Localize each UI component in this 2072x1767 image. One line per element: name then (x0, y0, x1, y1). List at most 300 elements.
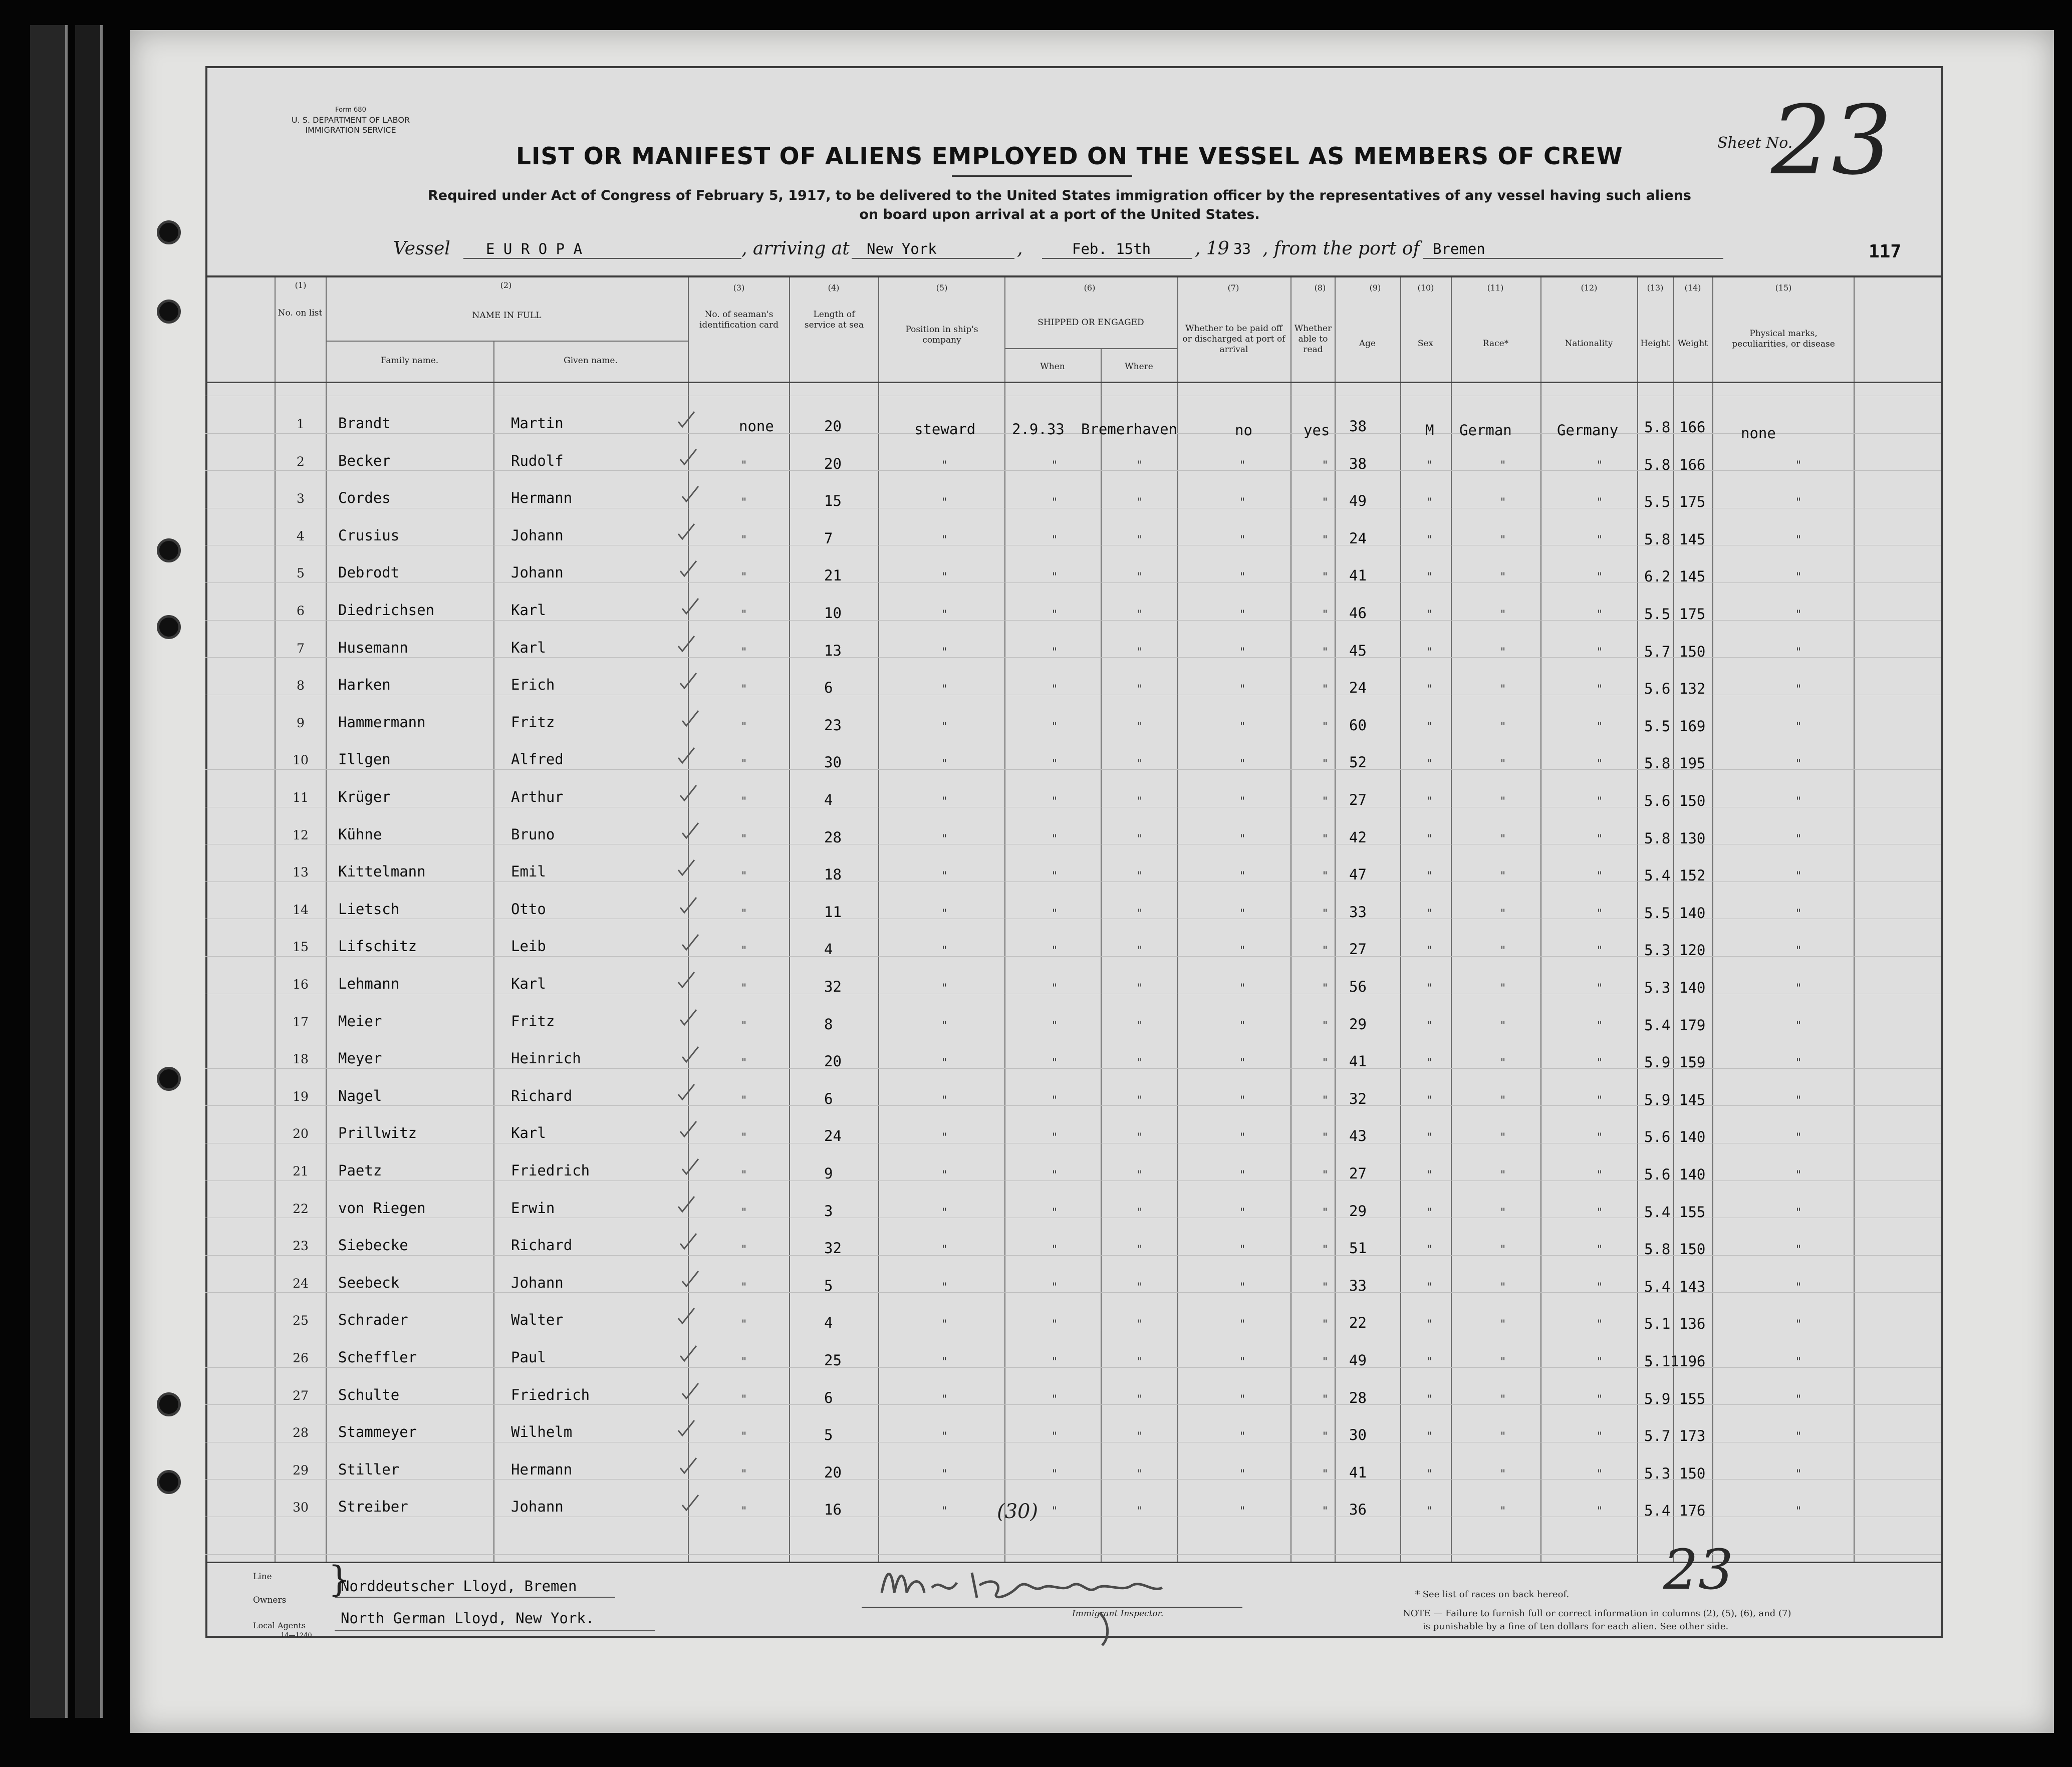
row-number: 15 (293, 940, 309, 955)
nationality-ditto: " (1597, 1244, 1603, 1257)
page-count: 117 (1869, 241, 1902, 262)
arrival-underline (852, 258, 1014, 259)
given-name: Johann (511, 564, 564, 581)
where-ditto: " (1137, 459, 1143, 472)
check-mark (680, 1381, 697, 1396)
sex-ditto: " (1427, 945, 1432, 958)
given-name: Hermann (511, 1460, 573, 1478)
race-ditto: " (1500, 1318, 1506, 1331)
sex-ditto: " (1427, 609, 1432, 621)
when-ditto: " (1052, 1430, 1058, 1443)
col-num-2: (2) (500, 280, 512, 290)
check-mark (680, 1045, 697, 1060)
where-ditto: " (1137, 720, 1143, 733)
row-number: 25 (293, 1313, 309, 1328)
family-name: Meier (338, 1012, 382, 1030)
height: 5.6 (1644, 1166, 1671, 1183)
owners-label: Owners (253, 1595, 287, 1605)
signature-flourish (1095, 1608, 1120, 1648)
vessel-label: Vessel (393, 238, 450, 259)
row-number: 21 (293, 1164, 309, 1179)
race-ditto: " (1500, 1393, 1506, 1406)
family-name: Nagel (338, 1087, 382, 1104)
physical-ditto: " (1796, 533, 1801, 546)
nationality-ditto: " (1597, 571, 1603, 584)
paid-off-ditto: " (1240, 496, 1245, 509)
paid-off-ditto: " (1240, 1131, 1245, 1144)
local-agent: North German Lloyd, New York. (341, 1610, 595, 1627)
given-name: Paul (511, 1349, 546, 1366)
check-mark (678, 1232, 695, 1247)
position-ditto: " (942, 945, 947, 958)
id-card-ditto: " (741, 1019, 747, 1032)
age: 29 (1349, 1015, 1367, 1033)
where-ditto: " (1137, 571, 1143, 584)
nationality-ditto: " (1597, 1467, 1603, 1481)
family-name: Stiller (338, 1460, 400, 1478)
family-name: Kühne (338, 825, 382, 843)
weight: 196 (1679, 1353, 1706, 1370)
height: 5.9 (1644, 1390, 1671, 1407)
physical-ditto: " (1796, 907, 1801, 920)
length-of-service: 32 (824, 978, 842, 995)
check-mark (676, 970, 693, 985)
page-leaf-edge (30, 25, 68, 1718)
check-mark (680, 821, 697, 836)
sex-ditto: " (1427, 1206, 1432, 1219)
nationality-ditto: " (1597, 720, 1603, 733)
row-number: 30 (293, 1500, 309, 1515)
read-ditto: " (1323, 1393, 1328, 1406)
family-name: Lietsch (338, 900, 400, 918)
able-to-read: yes (1304, 422, 1330, 439)
year-suffix: 33 (1233, 240, 1251, 257)
family-name: Illgen (338, 751, 391, 768)
height: 5.11 (1644, 1353, 1679, 1370)
height: 5.7 (1644, 643, 1671, 660)
name-subheader-line (326, 341, 688, 342)
when-ditto: " (1052, 982, 1058, 995)
weight: 150 (1679, 1241, 1706, 1258)
length-of-service: 5 (824, 1277, 833, 1294)
race-ditto: " (1500, 1505, 1506, 1518)
check-mark (680, 709, 697, 724)
race-ditto: " (1500, 870, 1506, 883)
id-card-ditto: " (741, 1131, 747, 1144)
row-number: 20 (293, 1126, 309, 1141)
nationality-ditto: " (1597, 945, 1603, 958)
given-name: Arthur (511, 788, 564, 805)
position-ditto: " (942, 646, 947, 659)
paid-off-ditto: " (1240, 683, 1245, 696)
when-ditto: " (1052, 832, 1058, 845)
given-name: Johann (511, 1498, 564, 1516)
race-ditto: " (1500, 1131, 1506, 1144)
age: 36 (1349, 1501, 1367, 1519)
length-of-service: 20 (824, 418, 842, 435)
col-header-nationality: Nationality (1565, 339, 1613, 349)
nationality-ditto: " (1597, 533, 1603, 546)
height: 5.7 (1644, 1427, 1671, 1445)
punch-hole (157, 1470, 181, 1494)
read-ditto: " (1323, 1131, 1328, 1144)
position-ditto: " (942, 533, 947, 546)
age: 52 (1349, 754, 1367, 771)
given-name: Rudolf (511, 452, 564, 469)
age: 30 (1349, 1426, 1367, 1444)
position-ditto: " (942, 1281, 947, 1294)
family-name: Siebecke (338, 1237, 408, 1254)
family-name: Stammeyer (338, 1423, 417, 1441)
id-card-ditto: " (741, 720, 747, 733)
col-header-age: Age (1359, 339, 1376, 349)
given-name: Johann (511, 526, 564, 544)
punch-hole (157, 220, 181, 244)
length-of-service: 4 (824, 791, 833, 808)
id-card-ditto: " (741, 496, 747, 509)
nationality-ditto: " (1597, 1393, 1603, 1406)
position-ditto: " (942, 1057, 947, 1070)
physical-ditto: " (1796, 1467, 1801, 1481)
age: 38 (1349, 455, 1367, 472)
position-ditto: " (942, 1019, 947, 1032)
physical-ditto: " (1796, 459, 1801, 472)
when-ditto: " (1052, 1206, 1058, 1219)
id-card-ditto: " (741, 533, 747, 546)
height: 5.5 (1644, 493, 1671, 511)
col-num-10: (10) (1417, 283, 1434, 292)
physical-ditto: " (1796, 571, 1801, 584)
race-ditto: " (1500, 459, 1506, 472)
when-ditto: " (1052, 459, 1058, 472)
position-ditto: " (942, 609, 947, 621)
sex-ditto: " (1427, 1281, 1432, 1294)
weight: 145 (1679, 1091, 1706, 1108)
weight: 195 (1679, 755, 1706, 772)
sex-ditto: " (1427, 1430, 1432, 1443)
length-of-service: 10 (824, 605, 842, 622)
paid-off-ditto: " (1240, 571, 1245, 584)
height: 5.4 (1644, 867, 1671, 885)
weight: 140 (1679, 1128, 1706, 1146)
where-ditto: " (1137, 1356, 1143, 1368)
check-mark (676, 1082, 693, 1097)
paid-off-ditto: " (1240, 1281, 1245, 1294)
age: 46 (1349, 605, 1367, 622)
where-ditto: " (1137, 982, 1143, 995)
age: 45 (1349, 642, 1367, 659)
from-port-underline (1423, 258, 1723, 259)
check-mark (678, 1119, 695, 1134)
id-card-ditto: " (741, 1393, 747, 1406)
paid-off-ditto: " (1240, 870, 1245, 883)
nationality-ditto: " (1597, 609, 1603, 621)
row-number: 23 (293, 1239, 309, 1254)
check-mark (678, 671, 695, 686)
given-name: Karl (511, 602, 546, 619)
age: 38 (1349, 418, 1367, 435)
punch-hole (157, 615, 181, 639)
row-number: 6 (297, 604, 305, 618)
length-of-service: 3 (824, 1202, 833, 1220)
nationality-ditto: " (1597, 1505, 1603, 1518)
col-num-15: (15) (1775, 283, 1792, 292)
id-card-ditto: " (741, 571, 747, 584)
position-ditto: " (942, 720, 947, 733)
position-ditto: " (942, 982, 947, 995)
read-ditto: " (1323, 1057, 1328, 1070)
position-ditto: " (942, 1430, 947, 1443)
nationality-ditto: " (1597, 795, 1603, 808)
race-ditto: " (1500, 907, 1506, 920)
row-number: 12 (293, 827, 309, 842)
nationality-ditto: " (1597, 1318, 1603, 1331)
where-ditto: " (1137, 533, 1143, 546)
family-name: Lehmann (338, 975, 400, 992)
id-card-ditto: " (741, 459, 747, 472)
col-header-read: Whether able to read (1294, 324, 1332, 355)
id-card-ditto: " (741, 945, 747, 958)
id-card-ditto: " (741, 683, 747, 696)
family-name: Schrader (338, 1311, 408, 1329)
nationality-ditto: " (1597, 907, 1603, 920)
given-name: Martin (511, 415, 564, 432)
race-ditto: " (1500, 1057, 1506, 1070)
col-header-name: NAME IN FULL (472, 311, 542, 321)
age: 49 (1349, 1352, 1367, 1369)
position-ditto: " (942, 1094, 947, 1107)
weight: 140 (1679, 904, 1706, 922)
shipped-subheader-line (1004, 348, 1177, 349)
where-ditto: " (1137, 758, 1143, 771)
position-ditto: " (942, 1206, 947, 1219)
sex-ditto: " (1427, 1467, 1432, 1481)
nationality-ditto: " (1597, 1094, 1603, 1107)
given-name: Erich (511, 676, 555, 694)
length-of-service: 32 (824, 1240, 842, 1257)
age: 56 (1349, 978, 1367, 995)
col-header-height: Height (1640, 339, 1670, 349)
age: 27 (1349, 791, 1367, 808)
height: 5.8 (1644, 456, 1671, 473)
weight: 175 (1679, 493, 1706, 511)
paid-off: no (1235, 422, 1252, 439)
race-ditto: " (1500, 832, 1506, 845)
physical-ditto: " (1796, 496, 1801, 509)
id-card-ditto: " (741, 609, 747, 621)
physical-ditto: " (1796, 1206, 1801, 1219)
service: IMMIGRATION SERVICE (305, 125, 396, 135)
row-number: 14 (293, 902, 309, 917)
punch-hole (157, 1067, 181, 1091)
given-name: Hermann (511, 489, 573, 507)
sex-ditto: " (1427, 795, 1432, 808)
col-num-7: (7) (1227, 283, 1239, 292)
given-name: Bruno (511, 825, 555, 843)
row-number: 22 (293, 1201, 309, 1216)
physical-ditto: " (1796, 795, 1801, 808)
form-number: Form 680 (335, 106, 366, 114)
row-number: 17 (293, 1014, 309, 1029)
race-note: * See list of races on back hereof. (1415, 1589, 1570, 1600)
given-name: Fritz (511, 713, 555, 731)
when-ditto: " (1052, 870, 1058, 883)
when-ditto: " (1052, 1505, 1058, 1518)
length-of-service: 16 (824, 1501, 842, 1519)
id-card-ditto: " (741, 1356, 747, 1368)
race-ditto: " (1500, 1019, 1506, 1032)
age: 41 (1349, 1053, 1367, 1070)
vessel-underline (463, 258, 741, 259)
sheet-number: 23 (1771, 85, 1892, 196)
where-ditto: " (1137, 1430, 1143, 1443)
paid-off-ditto: " (1240, 1505, 1245, 1518)
length-of-service: 8 (824, 1015, 833, 1033)
col-num-9: (9) (1369, 283, 1381, 292)
row-number: 13 (293, 865, 309, 880)
race-ditto: " (1500, 1281, 1506, 1294)
col-header-family: Family name. (380, 356, 439, 366)
read-ditto: " (1323, 1467, 1328, 1481)
check-mark (678, 1456, 695, 1471)
nationality-ditto: " (1597, 758, 1603, 771)
col-num-11: (11) (1487, 283, 1504, 292)
when-ditto: " (1052, 1244, 1058, 1257)
age: 60 (1349, 716, 1367, 734)
family-name: Becker (338, 452, 391, 469)
race-ditto: " (1500, 683, 1506, 696)
col-header-position: Position in ship's company (905, 325, 978, 345)
nationality-ditto: " (1597, 646, 1603, 659)
family-name: Streiber (338, 1498, 408, 1516)
nationality-ditto: " (1597, 1281, 1603, 1294)
position-ditto: " (942, 1244, 947, 1257)
id-card-ditto: " (741, 1430, 747, 1443)
family-name: Prillwitz (338, 1124, 417, 1142)
arrival-date: Feb. 15th (1072, 240, 1151, 257)
age: 22 (1349, 1314, 1367, 1332)
where-ditto: " (1137, 1169, 1143, 1182)
check-mark (676, 410, 693, 425)
height: 5.4 (1644, 1278, 1671, 1295)
length-of-service: 9 (824, 1165, 833, 1182)
weight: 136 (1679, 1315, 1706, 1333)
race-ditto: " (1500, 1094, 1506, 1107)
weight: 145 (1679, 530, 1706, 548)
paid-off-ditto: " (1240, 907, 1245, 920)
row-number: 10 (293, 753, 309, 768)
check-mark (678, 559, 695, 574)
sex-ditto: " (1427, 1244, 1432, 1257)
sex-ditto: " (1427, 646, 1432, 659)
length-of-service: 28 (824, 828, 842, 846)
punch-hole (157, 300, 181, 324)
height: 5.8 (1644, 419, 1671, 436)
where-ditto: " (1137, 1318, 1143, 1331)
race-ditto: " (1500, 945, 1506, 958)
when-ditto: " (1052, 1057, 1058, 1070)
read-ditto: " (1323, 907, 1328, 920)
where-ditto: " (1137, 609, 1143, 621)
read-ditto: " (1323, 945, 1328, 958)
given-name: Heinrich (511, 1050, 581, 1067)
race-ditto: " (1500, 1244, 1506, 1257)
where-ditto: " (1137, 1244, 1143, 1257)
race-ditto: " (1500, 609, 1506, 621)
position-ditto: " (942, 683, 947, 696)
physical-ditto: " (1796, 1393, 1801, 1406)
given-name: Alfred (511, 751, 564, 768)
page-title: LIST OR MANIFEST OF ALIENS EMPLOYED ON THE VESSEL AS MEMBERS OF CREW (516, 143, 1623, 170)
arrival-port: New York (867, 240, 937, 257)
nationality: Germany (1557, 422, 1619, 439)
col-header-physical: Physical marks, peculiarities, or disease (1732, 329, 1835, 349)
weight: 120 (1679, 942, 1706, 959)
given-name: Friedrich (511, 1162, 590, 1179)
check-mark (680, 1493, 697, 1508)
subtitle-line-2: on board upon arrival at a port of the United States. (859, 207, 1260, 222)
paid-off-ditto: " (1240, 982, 1245, 995)
check-mark (680, 1157, 697, 1172)
race-ditto: " (1500, 982, 1506, 995)
read-ditto: " (1323, 459, 1328, 472)
check-mark (680, 597, 697, 612)
given-name: Leib (511, 938, 546, 955)
when-ditto: " (1052, 646, 1058, 659)
physical-ditto: " (1796, 1281, 1801, 1294)
family-name: Schulte (338, 1386, 400, 1403)
col-header-sex: Sex (1417, 339, 1434, 349)
paid-off-ditto: " (1240, 1356, 1245, 1368)
id-card-ditto: " (741, 1281, 747, 1294)
sex-ditto: " (1427, 571, 1432, 584)
id-card-ditto: " (741, 1318, 747, 1331)
nationality-ditto: " (1597, 1356, 1603, 1368)
physical-marks: none (1741, 425, 1776, 442)
check-mark (676, 746, 693, 761)
row-number: 4 (297, 528, 305, 543)
when-ditto: " (1052, 945, 1058, 958)
read-ditto: " (1323, 720, 1328, 733)
year-prefix: , 19 (1195, 238, 1229, 259)
length-of-service: 11 (824, 903, 842, 921)
read-ditto: " (1323, 758, 1328, 771)
col-num-13: (13) (1647, 283, 1664, 292)
physical-ditto: " (1796, 1169, 1801, 1182)
physical-ditto: " (1796, 646, 1801, 659)
check-mark (678, 447, 695, 462)
header-bottom-line (205, 382, 1941, 383)
height: 5.9 (1644, 1091, 1671, 1108)
total-count: (30) (997, 1500, 1039, 1523)
col-num-12: (12) (1581, 283, 1598, 292)
position-ditto: " (942, 1505, 947, 1518)
weight: 130 (1679, 829, 1706, 847)
date-underline (1042, 258, 1192, 259)
check-mark (678, 896, 695, 911)
given-name: Emil (511, 863, 546, 880)
length-of-service: 24 (824, 1127, 842, 1145)
physical-ditto: " (1796, 758, 1801, 771)
nationality-ditto: " (1597, 982, 1603, 995)
note-line-2: is punishable by a fine of ten dollars for each alien. See other side. (1423, 1621, 1729, 1632)
sex-ditto: " (1427, 533, 1432, 546)
age: 27 (1349, 1165, 1367, 1182)
when-ditto: " (1052, 1467, 1058, 1481)
when-ditto: " (1052, 571, 1058, 584)
paid-off-ditto: " (1240, 1057, 1245, 1070)
when-ditto: " (1052, 609, 1058, 621)
